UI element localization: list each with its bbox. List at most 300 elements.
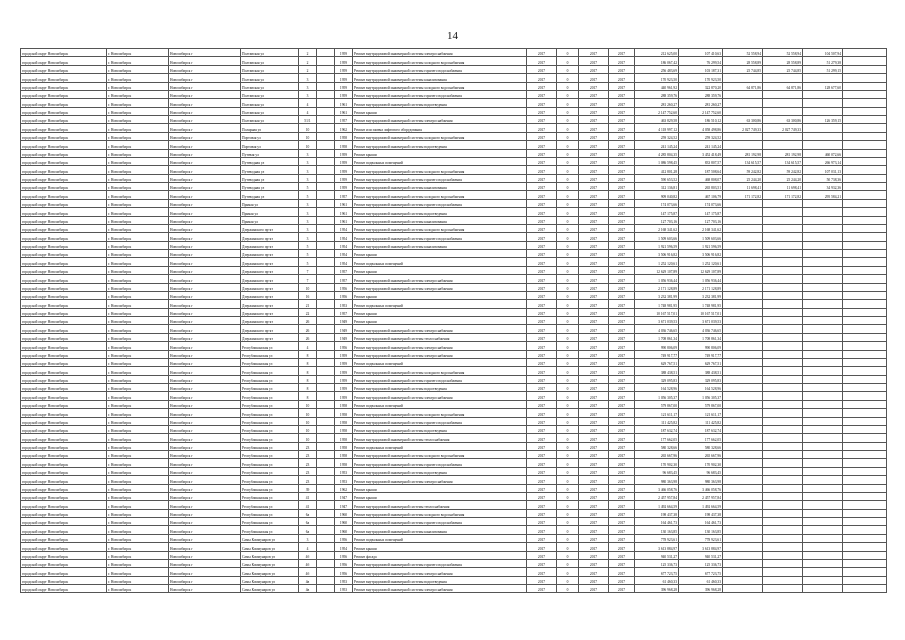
cell-start-year: 2017 bbox=[579, 174, 609, 182]
cell-plan-year: 2017 bbox=[527, 576, 557, 584]
table-row bbox=[21, 518, 887, 526]
cell-plan-year: 2017 bbox=[527, 250, 557, 258]
table-row bbox=[21, 65, 887, 73]
cell-plan-year: 2017 bbox=[527, 484, 557, 492]
cell-zero: 0 bbox=[557, 174, 579, 182]
cell-locality: Новосибирск г bbox=[169, 308, 241, 316]
cell-start-year: 2017 bbox=[579, 534, 609, 542]
cell-fund-cost: 2 457 957,84 bbox=[679, 492, 723, 500]
cell-house: 2 bbox=[299, 57, 317, 65]
cell-locality: Новосибирск г bbox=[169, 367, 241, 375]
cell-total-cost: 980 363,98 bbox=[635, 476, 679, 484]
cell-year: 1962 bbox=[335, 124, 353, 132]
cell-locality: Новосибирск г bbox=[169, 317, 241, 325]
cell-plan-year: 2017 bbox=[527, 467, 557, 475]
cell-owners bbox=[803, 241, 843, 249]
cell-building bbox=[317, 65, 335, 73]
cell-year: 1958 bbox=[335, 451, 353, 459]
cell-locality: Новосибирск г bbox=[169, 543, 241, 551]
cell-spacer bbox=[843, 484, 887, 492]
cell-total-cost: 990 806,09 bbox=[635, 342, 679, 350]
cell-local bbox=[763, 107, 803, 115]
cell-total-cost: 198 437,38 bbox=[635, 509, 679, 517]
cell-building bbox=[317, 434, 335, 442]
cell-fund-cost: 125 336,73 bbox=[679, 559, 723, 567]
cell-start-year: 2017 bbox=[579, 576, 609, 584]
cell-start-year: 2017 bbox=[579, 250, 609, 258]
cell-regional: 134 615,57 bbox=[723, 157, 763, 165]
cell-local bbox=[763, 384, 803, 392]
cell-owners: 34 932,36 bbox=[803, 183, 843, 191]
cell-spacer bbox=[843, 350, 887, 358]
cell-municipality: городской округ Новосибирск bbox=[21, 107, 107, 115]
cell-street: Дзержинского пр-кт bbox=[241, 241, 299, 249]
cell-start-year: 2017 bbox=[579, 191, 609, 199]
cell-year: 1959 bbox=[335, 375, 353, 383]
cell-owners bbox=[803, 384, 843, 392]
cell-settlement: г. Новосибирск bbox=[107, 534, 169, 542]
cell-zero: 0 bbox=[557, 82, 579, 90]
cell-locality: Новосибирск г bbox=[169, 559, 241, 567]
cell-end-year: 2017 bbox=[609, 317, 635, 325]
cell-fund-cost: 164 528,96 bbox=[679, 384, 723, 392]
cell-plan-year: 2017 bbox=[527, 342, 557, 350]
cell-regional bbox=[723, 367, 763, 375]
cell-settlement: г. Новосибирск bbox=[107, 107, 169, 115]
cell-regional bbox=[723, 476, 763, 484]
cell-street: Самы Коммунаров ул bbox=[241, 568, 299, 576]
cell-owners: 107 031,13 bbox=[803, 166, 843, 174]
cell-house: 10 bbox=[299, 425, 317, 433]
cell-local bbox=[763, 350, 803, 358]
cell-owners bbox=[803, 576, 843, 584]
table-row bbox=[21, 476, 887, 484]
cell-building bbox=[317, 74, 335, 82]
cell-zero: 0 bbox=[557, 300, 579, 308]
cell-house: 4 bbox=[299, 543, 317, 551]
cell-regional bbox=[723, 224, 763, 232]
cell-plan-year: 2017 bbox=[527, 476, 557, 484]
cell-end-year: 2017 bbox=[609, 501, 635, 509]
cell-building bbox=[317, 459, 335, 467]
table-row bbox=[21, 576, 887, 584]
cell-street: Самы Коммунаров ул bbox=[241, 534, 299, 542]
cell-municipality: городской округ Новосибирск bbox=[21, 526, 107, 534]
cell-house: 23 bbox=[299, 442, 317, 450]
cell-owners bbox=[803, 492, 843, 500]
cell-work-type: Ремонт внутридомовой инженерной системы канализования bbox=[353, 216, 527, 224]
cell-local bbox=[763, 484, 803, 492]
table-row bbox=[21, 116, 887, 124]
cell-locality: Новосибирск г bbox=[169, 107, 241, 115]
cell-fund-cost: 265 803,51 bbox=[679, 183, 723, 191]
cell-owners: 295 584,21 bbox=[803, 191, 843, 199]
cell-local bbox=[763, 434, 803, 442]
cell-work-type: Ремонт фасада bbox=[353, 551, 527, 559]
cell-fund-cost: 174 073,66 bbox=[679, 199, 723, 207]
cell-street: Республиканская ул bbox=[241, 467, 299, 475]
cell-settlement: г. Новосибирск bbox=[107, 99, 169, 107]
cell-settlement: г. Новосибирск bbox=[107, 492, 169, 500]
cell-house: 8 bbox=[299, 358, 317, 366]
cell-year: 1959 bbox=[335, 392, 353, 400]
cell-total-cost: 3 232 381,99 bbox=[635, 291, 679, 299]
cell-plan-year: 2017 bbox=[527, 258, 557, 266]
cell-start-year: 2017 bbox=[579, 492, 609, 500]
cell-settlement: г. Новосибирск bbox=[107, 400, 169, 408]
cell-spacer bbox=[843, 157, 887, 165]
cell-local bbox=[763, 90, 803, 98]
cell-locality: Новосибирск г bbox=[169, 392, 241, 400]
cell-end-year: 2017 bbox=[609, 65, 635, 73]
cell-settlement: г. Новосибирск bbox=[107, 333, 169, 341]
table-row bbox=[21, 300, 887, 308]
cell-building bbox=[317, 400, 335, 408]
cell-total-cost: 96 683,45 bbox=[635, 467, 679, 475]
cell-municipality: городской округ Новосибирск bbox=[21, 409, 107, 417]
table-row bbox=[21, 224, 887, 232]
cell-end-year: 2017 bbox=[609, 157, 635, 165]
cell-street: Полярная ул bbox=[241, 124, 299, 132]
cell-street: Дзержинского пр-кт bbox=[241, 275, 299, 283]
table-row bbox=[21, 585, 887, 593]
cell-year: 1959 bbox=[335, 57, 353, 65]
cell-municipality: городской округ Новосибирск bbox=[21, 241, 107, 249]
cell-regional: 28 558,89 bbox=[723, 57, 763, 65]
cell-regional bbox=[723, 342, 763, 350]
cell-settlement: г. Новосибирск bbox=[107, 467, 169, 475]
cell-fund-cost: 1 708 861,34 bbox=[679, 333, 723, 341]
cell-building bbox=[317, 534, 335, 542]
cell-total-cost: 329 095,83 bbox=[635, 375, 679, 383]
cell-regional bbox=[723, 283, 763, 291]
cell-total-cost: 1 509 603,66 bbox=[635, 233, 679, 241]
cell-municipality: городской округ Новосибирск bbox=[21, 216, 107, 224]
cell-plan-year: 2017 bbox=[527, 585, 557, 593]
cell-fund-cost: 1 509 603,66 bbox=[679, 233, 723, 241]
cell-spacer bbox=[843, 107, 887, 115]
cell-total-cost: 2 457 957,84 bbox=[635, 492, 679, 500]
cell-regional bbox=[723, 375, 763, 383]
cell-spacer bbox=[843, 49, 887, 57]
cell-plan-year: 2017 bbox=[527, 559, 557, 567]
cell-fund-cost: 3 466 058,76 bbox=[679, 484, 723, 492]
cell-zero: 0 bbox=[557, 568, 579, 576]
cell-plan-year: 2017 bbox=[527, 166, 557, 174]
cell-start-year: 2017 bbox=[579, 333, 609, 341]
cell-fund-cost: 778 923,61 bbox=[679, 534, 723, 542]
cell-spacer bbox=[843, 57, 887, 65]
cell-fund-cost: 76 299,54 bbox=[679, 57, 723, 65]
cell-work-type: Ремонт внутридомовой инженерной системы холодного водоснабжения bbox=[353, 451, 527, 459]
cell-settlement: г. Новосибирск bbox=[107, 434, 169, 442]
cell-house: 3 bbox=[299, 224, 317, 232]
cell-spacer bbox=[843, 585, 887, 593]
cell-zero: 0 bbox=[557, 233, 579, 241]
cell-year: 1958 bbox=[335, 417, 353, 425]
cell-year: 1954 bbox=[335, 250, 353, 258]
cell-regional bbox=[723, 543, 763, 551]
table-row bbox=[21, 317, 887, 325]
cell-total-cost: 1 921 596,59 bbox=[635, 241, 679, 249]
cell-end-year: 2017 bbox=[609, 250, 635, 258]
cell-year: 1954 bbox=[335, 543, 353, 551]
cell-house: 10 bbox=[299, 141, 317, 149]
cell-zero: 0 bbox=[557, 434, 579, 442]
cell-plan-year: 2017 bbox=[527, 107, 557, 115]
cell-plan-year: 2017 bbox=[527, 191, 557, 199]
cell-plan-year: 2017 bbox=[527, 90, 557, 98]
cell-street: Республиканская ул bbox=[241, 392, 299, 400]
cell-start-year: 2017 bbox=[579, 233, 609, 241]
cell-end-year: 2017 bbox=[609, 300, 635, 308]
cell-house: 7 bbox=[299, 275, 317, 283]
cell-start-year: 2017 bbox=[579, 350, 609, 358]
cell-spacer bbox=[843, 141, 887, 149]
cell-work-type: Ремонт внутридомовой инженерной системы электроснабжения bbox=[353, 342, 527, 350]
cell-street: Путеводная ул bbox=[241, 157, 299, 165]
cell-spacer bbox=[843, 199, 887, 207]
cell-fund-cost: 3 506 916,82 bbox=[679, 250, 723, 258]
cell-building bbox=[317, 116, 335, 124]
cell-settlement: г. Новосибирск bbox=[107, 367, 169, 375]
cell-total-cost: 590 653,52 bbox=[635, 174, 679, 182]
cell-owners: 126 359,15 bbox=[803, 116, 843, 124]
table-row bbox=[21, 233, 887, 241]
cell-total-cost: 388 438,51 bbox=[635, 367, 679, 375]
cell-building bbox=[317, 291, 335, 299]
cell-zero: 0 bbox=[557, 308, 579, 316]
cell-work-type: Ремонт внутридомовой инженерной системы холодного водоснабжения bbox=[353, 224, 527, 232]
cell-building bbox=[317, 551, 335, 559]
cell-municipality: городской округ Новосибирск bbox=[21, 459, 107, 467]
cell-owners bbox=[803, 358, 843, 366]
cell-fund-cost: 12 629 107,89 bbox=[679, 266, 723, 274]
cell-end-year: 2017 bbox=[609, 551, 635, 559]
cell-end-year: 2017 bbox=[609, 476, 635, 484]
cell-plan-year: 2017 bbox=[527, 124, 557, 132]
cell-start-year: 2017 bbox=[579, 451, 609, 459]
cell-building bbox=[317, 99, 335, 107]
cell-house: 41 bbox=[299, 492, 317, 500]
cell-building bbox=[317, 258, 335, 266]
cell-house: 23 bbox=[299, 451, 317, 459]
cell-settlement: г. Новосибирск bbox=[107, 518, 169, 526]
cell-regional bbox=[723, 392, 763, 400]
table-row bbox=[21, 250, 887, 258]
cell-house: 3 bbox=[299, 199, 317, 207]
cell-locality: Новосибирск г bbox=[169, 250, 241, 258]
cell-spacer bbox=[843, 266, 887, 274]
cell-spacer bbox=[843, 425, 887, 433]
cell-local bbox=[763, 233, 803, 241]
cell-zero: 0 bbox=[557, 266, 579, 274]
cell-local bbox=[763, 534, 803, 542]
cell-end-year: 2017 bbox=[609, 174, 635, 182]
cell-end-year: 2017 bbox=[609, 124, 635, 132]
cell-work-type: Ремонт внутридомовой инженерной системы холодного водоснабжения bbox=[353, 409, 527, 417]
cell-municipality: городской округ Новосибирск bbox=[21, 250, 107, 258]
cell-settlement: г. Новосибирск bbox=[107, 216, 169, 224]
cell-total-cost: 749 917,77 bbox=[635, 350, 679, 358]
cell-end-year: 2017 bbox=[609, 434, 635, 442]
cell-settlement: г. Новосибирск bbox=[107, 283, 169, 291]
cell-end-year: 2017 bbox=[609, 358, 635, 366]
table-row bbox=[21, 258, 887, 266]
cell-house: 4б bbox=[299, 551, 317, 559]
cell-municipality: городской округ Новосибирск bbox=[21, 509, 107, 517]
cell-start-year: 2017 bbox=[579, 476, 609, 484]
cell-fund-cost: 186 510,12 bbox=[679, 116, 723, 124]
cell-year: 1959 bbox=[335, 367, 353, 375]
cell-end-year: 2017 bbox=[609, 509, 635, 517]
cell-start-year: 2017 bbox=[579, 258, 609, 266]
cell-local bbox=[763, 400, 803, 408]
cell-plan-year: 2017 bbox=[527, 141, 557, 149]
cell-total-cost: 1 056 936,44 bbox=[635, 275, 679, 283]
cell-zero: 0 bbox=[557, 459, 579, 467]
cell-plan-year: 2017 bbox=[527, 174, 557, 182]
cell-plan-year: 2017 bbox=[527, 518, 557, 526]
cell-start-year: 2017 bbox=[579, 459, 609, 467]
cell-total-cost: 909 040,82 bbox=[635, 191, 679, 199]
cell-building bbox=[317, 501, 335, 509]
cell-settlement: г. Новосибирск bbox=[107, 325, 169, 333]
cell-municipality: городской округ Новосибирск bbox=[21, 283, 107, 291]
cell-work-type: Ремонт подвальных помещений bbox=[353, 400, 527, 408]
cell-total-cost: 2 147 752,60 bbox=[635, 107, 679, 115]
cell-municipality: городской округ Новосибирск bbox=[21, 174, 107, 182]
cell-building bbox=[317, 350, 335, 358]
cell-locality: Новосибирск г bbox=[169, 467, 241, 475]
cell-start-year: 2017 bbox=[579, 275, 609, 283]
cell-local bbox=[763, 476, 803, 484]
cell-regional bbox=[723, 300, 763, 308]
cell-building bbox=[317, 417, 335, 425]
table-row bbox=[21, 409, 887, 417]
cell-municipality: городской округ Новосибирск bbox=[21, 275, 107, 283]
cell-locality: Новосибирск г bbox=[169, 400, 241, 408]
cell-settlement: г. Новосибирск bbox=[107, 199, 169, 207]
cell-municipality: городской округ Новосибирск bbox=[21, 375, 107, 383]
cell-end-year: 2017 bbox=[609, 183, 635, 191]
cell-building bbox=[317, 183, 335, 191]
cell-regional bbox=[723, 325, 763, 333]
cell-local bbox=[763, 543, 803, 551]
cell-end-year: 2017 bbox=[609, 208, 635, 216]
cell-end-year: 2017 bbox=[609, 166, 635, 174]
cell-plan-year: 2017 bbox=[527, 291, 557, 299]
cell-zero: 0 bbox=[557, 484, 579, 492]
cell-locality: Новосибирск г bbox=[169, 417, 241, 425]
cell-regional bbox=[723, 74, 763, 82]
cell-spacer bbox=[843, 132, 887, 140]
cell-total-cost: 125 336,73 bbox=[635, 559, 679, 567]
cell-work-type: Ремонт внутридомовой инженерной системы теплоснабжения bbox=[353, 501, 527, 509]
cell-zero: 0 bbox=[557, 141, 579, 149]
cell-total-cost: 4 118 997,12 bbox=[635, 124, 679, 132]
cell-spacer bbox=[843, 291, 887, 299]
cell-plan-year: 2017 bbox=[527, 49, 557, 57]
cell-spacer bbox=[843, 241, 887, 249]
cell-street: Дзержинского пр-кт bbox=[241, 300, 299, 308]
cell-start-year: 2017 bbox=[579, 400, 609, 408]
table-row bbox=[21, 400, 887, 408]
cell-total-cost: 111 425,82 bbox=[635, 417, 679, 425]
cell-total-cost: 187 632,74 bbox=[635, 425, 679, 433]
cell-zero: 0 bbox=[557, 476, 579, 484]
cell-spacer bbox=[843, 250, 887, 258]
cell-end-year: 2017 bbox=[609, 233, 635, 241]
cell-year: 1961 bbox=[335, 107, 353, 115]
cell-settlement: г. Новосибирск bbox=[107, 317, 169, 325]
cell-spacer bbox=[843, 90, 887, 98]
cell-settlement: г. Новосибирск bbox=[107, 233, 169, 241]
cell-owners bbox=[803, 124, 843, 132]
cell-local bbox=[763, 509, 803, 517]
table-row bbox=[21, 467, 887, 475]
cell-regional bbox=[723, 132, 763, 140]
cell-spacer bbox=[843, 191, 887, 199]
table-row bbox=[21, 241, 887, 249]
cell-municipality: городской округ Новосибирск bbox=[21, 166, 107, 174]
cell-settlement: г. Новосибирск bbox=[107, 208, 169, 216]
cell-municipality: городской округ Новосибирск bbox=[21, 49, 107, 57]
cell-end-year: 2017 bbox=[609, 367, 635, 375]
cell-owners bbox=[803, 266, 843, 274]
cell-work-type: Ремонт внутридомовой инженерной системы водоотведения bbox=[353, 467, 527, 475]
cell-total-cost: 177 662,05 bbox=[635, 434, 679, 442]
cell-street: Республиканская ул bbox=[241, 367, 299, 375]
cell-start-year: 2017 bbox=[579, 434, 609, 442]
cell-spacer bbox=[843, 258, 887, 266]
cell-year: 1961 bbox=[335, 199, 353, 207]
cell-start-year: 2017 bbox=[579, 367, 609, 375]
cell-plan-year: 2017 bbox=[527, 325, 557, 333]
cell-zero: 0 bbox=[557, 199, 579, 207]
cell-zero: 0 bbox=[557, 442, 579, 450]
cell-owners: 50 738,36 bbox=[803, 174, 843, 182]
cell-total-cost: 1 708 861,34 bbox=[635, 333, 679, 341]
cell-building bbox=[317, 191, 335, 199]
cell-spacer bbox=[843, 392, 887, 400]
cell-plan-year: 2017 bbox=[527, 367, 557, 375]
cell-zero: 0 bbox=[557, 157, 579, 165]
cell-start-year: 2017 bbox=[579, 90, 609, 98]
cell-spacer bbox=[843, 275, 887, 283]
cell-work-type: Ремонт внутридомовой инженерной системы водоотведения bbox=[353, 425, 527, 433]
cell-year: 1959 bbox=[335, 384, 353, 392]
table-row bbox=[21, 174, 887, 182]
cell-spacer bbox=[843, 342, 887, 350]
cell-settlement: г. Новосибирск bbox=[107, 300, 169, 308]
cell-street: Путеводная ул bbox=[241, 191, 299, 199]
cell-fund-cost: 3 671 039,53 bbox=[679, 317, 723, 325]
cell-municipality: городской округ Новосибирск bbox=[21, 116, 107, 124]
cell-total-cost: 256 483,69 bbox=[635, 65, 679, 73]
cell-start-year: 2017 bbox=[579, 99, 609, 107]
cell-municipality: городской округ Новосибирск bbox=[21, 451, 107, 459]
cell-building bbox=[317, 132, 335, 140]
cell-plan-year: 2017 bbox=[527, 275, 557, 283]
cell-work-type: Ремонт крыши bbox=[353, 484, 527, 492]
table-row bbox=[21, 442, 887, 450]
cell-local bbox=[763, 291, 803, 299]
table-row bbox=[21, 559, 887, 567]
cell-total-cost: 778 923,61 bbox=[635, 534, 679, 542]
cell-end-year: 2017 bbox=[609, 258, 635, 266]
cell-settlement: г. Новосибирск bbox=[107, 57, 169, 65]
